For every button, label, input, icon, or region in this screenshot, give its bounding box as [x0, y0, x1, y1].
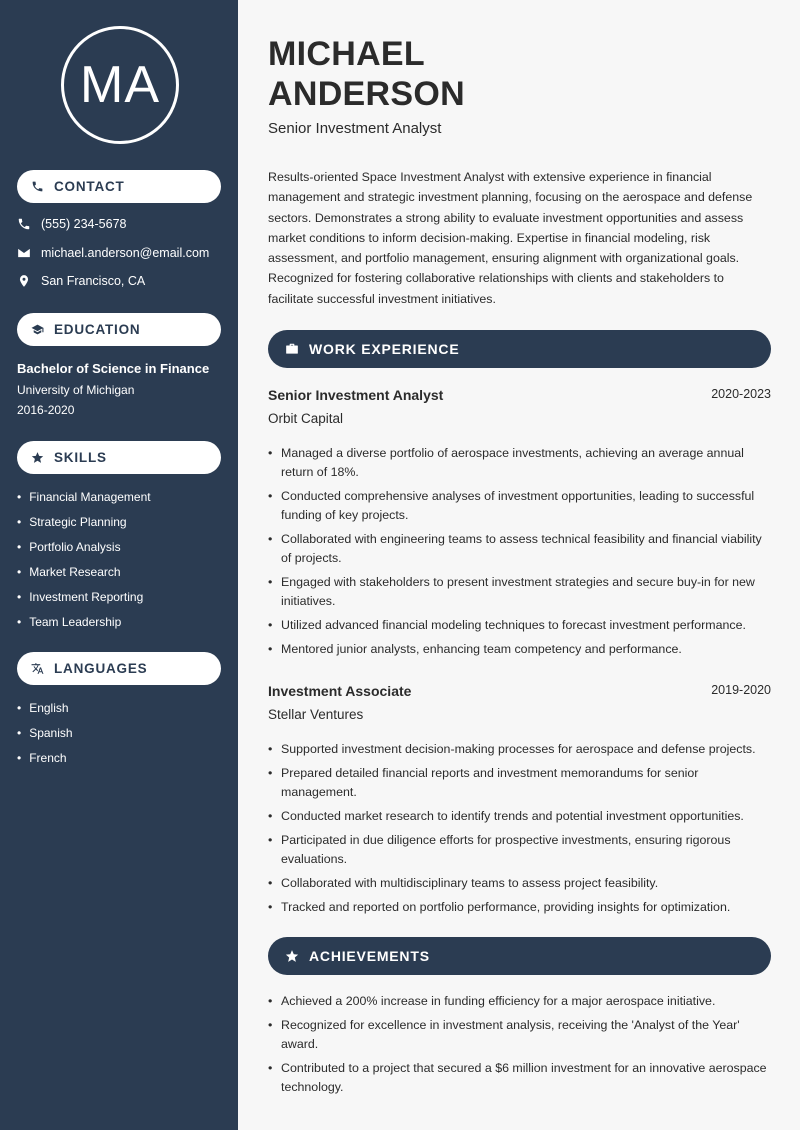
- skill-item: • Investment Reporting: [17, 589, 151, 614]
- skills-list: [17, 489, 151, 639]
- summary: Results-oriented Space Investment Analyst with extensive experience in financial management and strategic investment planning, focusing on the aerospace and defense sectors. Demonstrates a strong ability to evaluate investment opportunities and assess market conditions to inform decision-making. Expertise in financial modeling, risk assessment, and portfolio management, ensuring alignment with organizational goals. Recognized for fostering collaborative relationships with clients and stakeholders to facilitate successful investment initiatives.: [268, 170, 753, 306]
- contact-email: [17, 246, 209, 260]
- job-entry-company: Orbit Capital: [268, 411, 344, 426]
- avatar-initials: MA: [61, 26, 179, 144]
- job-bullet: • Collaborated with engineering teams to assess technical feasibility and financial viability of projects.: [281, 530, 771, 568]
- education-years: 2016-2020: [17, 403, 75, 417]
- job-bullet: • Mentored junior analysts, enhancing team competency and performance.: [281, 640, 771, 659]
- achievements-heading-label: ACHIEVEMENTS: [309, 948, 430, 964]
- location-text: San Francisco, CA: [41, 274, 146, 288]
- achievement-item: • Recognized for excellence in investment analysis, receiving the 'Analyst of the Year' award.: [281, 1016, 771, 1054]
- language-item: • Spanish: [17, 725, 73, 750]
- candidate-name: [268, 34, 771, 114]
- sidebar: [0, 0, 238, 1130]
- skill-item: • Strategic Planning: [17, 514, 151, 539]
- education-heading-label: EDUCATION: [54, 322, 141, 337]
- languages-heading-label: LANGUAGES: [54, 661, 148, 676]
- education-school: University of Michigan: [17, 383, 135, 397]
- skills-heading-label: SKILLS: [54, 450, 107, 465]
- skills-heading: [17, 441, 221, 474]
- job-entry-title: Investment Associate: [268, 683, 412, 699]
- language-item: • English: [17, 700, 73, 725]
- job-entry-title: Senior Investment Analyst: [268, 387, 444, 403]
- job-bullet: • Prepared detailed financial reports and investment memorandums for senior management.: [281, 764, 771, 802]
- phone-icon: [17, 217, 31, 231]
- job-entry: [268, 387, 771, 664]
- star-icon: [285, 949, 299, 963]
- job-bullet: • Collaborated with multidisciplinary teams to assess project feasibility.: [281, 874, 771, 893]
- achievement-item: • Contributed to a project that secured a $6 million investment for an innovative aerospace technology.: [281, 1059, 771, 1097]
- envelope-icon: [17, 246, 31, 260]
- contact-location: [17, 274, 145, 288]
- graduation-cap-icon: [31, 323, 44, 336]
- job-bullet: • Managed a diverse portfolio of aerospace investments, achieving an average annual return of 18%.: [281, 444, 771, 482]
- language-item: • French: [17, 750, 73, 775]
- job-entry: [268, 683, 771, 922]
- job-bullet: • Utilized advanced financial modeling techniques to forecast investment performance.: [281, 616, 771, 635]
- work-experience-heading: [268, 330, 771, 368]
- achievement-item: • Achieved a 200% increase in funding efficiency for a major aerospace initiative.: [281, 992, 771, 1011]
- skill-item: • Team Leadership: [17, 614, 151, 639]
- job-bullet: • Supported investment decision-making processes for aerospace and defense projects.: [281, 740, 771, 759]
- contact-heading: [17, 170, 221, 203]
- briefcase-icon: [285, 342, 299, 356]
- achievements-heading: [268, 937, 771, 975]
- languages-list: [17, 700, 73, 775]
- education-degree: Bachelor of Science in Finance: [17, 361, 210, 376]
- contact-heading-label: CONTACT: [54, 179, 125, 194]
- job-bullet: • Participated in due diligence efforts for prospective investments, ensuring rigorous evaluations.: [281, 831, 771, 869]
- work-experience-heading-label: WORK EXPERIENCE: [309, 341, 460, 357]
- job-bullet: • Conducted comprehensive analyses of investment opportunities, leading to successful funding of key projects.: [281, 487, 771, 525]
- job-bullet: • Conducted market research to identify trends and potential investment opportunities.: [281, 807, 771, 826]
- phone-icon: [31, 180, 44, 193]
- email-text[interactable]: michael.anderson@email.com: [41, 246, 210, 260]
- skill-item: • Portfolio Analysis: [17, 539, 151, 564]
- translate-icon: [31, 662, 44, 675]
- phone-text: (555) 234-5678: [41, 217, 127, 231]
- contact-phone: [17, 217, 126, 231]
- job-title: Senior Investment Analyst: [268, 120, 442, 137]
- job-bullet: • Tracked and reported on portfolio performance, providing insights for optimization.: [281, 898, 771, 917]
- skill-item: • Market Research: [17, 564, 151, 589]
- job-entry-company: Stellar Ventures: [268, 707, 364, 722]
- name-line-1: MICHAEL: [268, 35, 425, 73]
- achievements-list: [268, 974, 771, 1102]
- education-heading: [17, 313, 221, 346]
- skill-item: • Financial Management: [17, 489, 151, 514]
- map-pin-icon: [17, 274, 31, 288]
- job-bullet: • Engaged with stakeholders to present investment strategies and secure buy-in for new initiatives.: [281, 573, 771, 611]
- star-icon: [31, 451, 44, 464]
- job-entry-dates: 2020-2023: [711, 387, 771, 401]
- job-entry-dates: 2019-2020: [711, 683, 771, 697]
- name-line-2: ANDERSON: [268, 75, 465, 113]
- languages-heading: [17, 652, 221, 685]
